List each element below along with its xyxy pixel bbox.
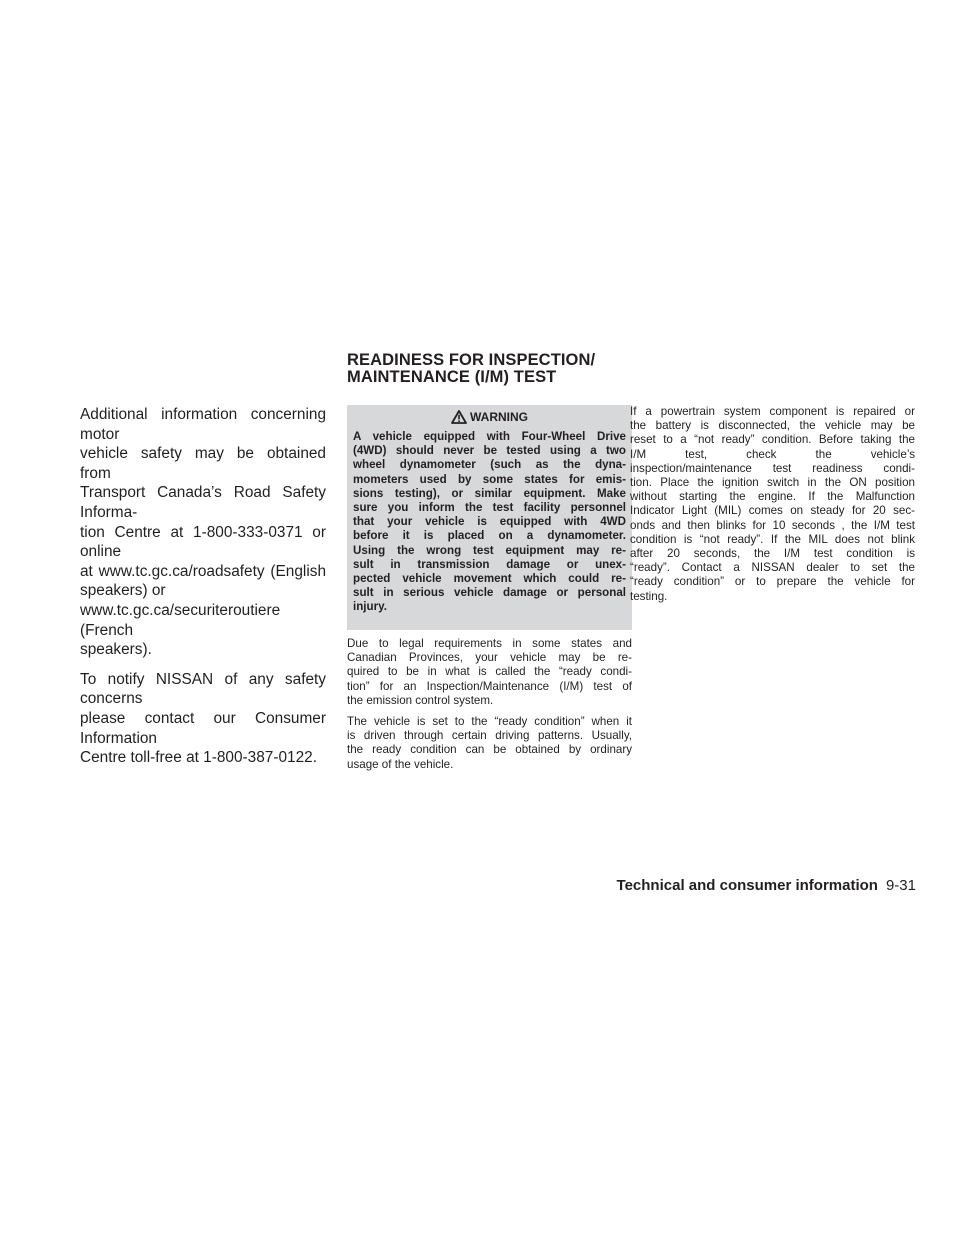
text-line: before it is placed on a dynamometer. <box>353 529 626 543</box>
warning-box <box>347 405 632 630</box>
section-heading-line-1: READINESS FOR INSPECTION/ <box>347 351 596 369</box>
text-line: inspection/maintenance test readiness condi- <box>630 461 915 475</box>
section-heading-line-2: MAINTENANCE (I/M) TEST <box>347 368 557 386</box>
page-number: 9-31 <box>885 877 916 894</box>
text-line: without starting the engine. If the Malfunction <box>630 490 915 504</box>
left-column <box>80 405 326 778</box>
text-line: please contact our Consumer Information <box>80 709 326 747</box>
text-line: I/M test, check the vehicle’s <box>630 447 915 461</box>
middle-column <box>347 637 632 779</box>
text-line: sult in serious vehicle damage or personal <box>353 586 626 600</box>
text-line: after 20 seconds, the I/M test condition is <box>630 547 915 561</box>
text-line: sure you inform the test facility personnel <box>353 501 626 515</box>
text-line: injury. <box>353 600 387 614</box>
text-line: pected vehicle movement which could re- <box>353 572 626 586</box>
text-line: www.tc.gc.ca/securiteroutiere (French <box>80 601 281 639</box>
text-line: speakers). <box>80 641 152 659</box>
text-line: Canadian Provinces, your vehicle may be re- <box>347 651 632 665</box>
text-line: wheel dynamometer (such as the dyna- <box>353 458 626 472</box>
text-line: vehicle safety may be obtained from <box>80 445 326 482</box>
right-paragraph <box>630 405 915 604</box>
text-line: usage of the vehicle. <box>347 757 454 771</box>
text-line: tion Centre at 1-800-333-0371 or online <box>80 523 326 561</box>
text-line: To notify NISSAN of any safety concerns <box>80 670 326 708</box>
text-line: quired to be in what is called the “ready condi- <box>347 665 632 679</box>
text-line: “ready condition” or to prepare the vehicle for <box>630 575 915 589</box>
text-line: A vehicle equipped with Four-Wheel Drive <box>353 430 626 443</box>
text-line: sions testing), or similar equipment. Make <box>353 486 626 500</box>
text-line: The vehicle is set to the “ready condition” when it <box>347 715 632 729</box>
text-line: “ready”. Contact a NISSAN dealer to set the <box>630 561 915 575</box>
text-line: testing. <box>630 589 668 603</box>
warning-title: WARNING <box>470 410 528 424</box>
text-line: at www.tc.gc.ca/roadsafety (English <box>80 562 326 580</box>
text-line: the emission control system. <box>347 693 494 707</box>
warning-header <box>347 405 632 427</box>
text-line: Indicator Light (MIL) comes on steady for 20 sec- <box>630 504 915 518</box>
right-column <box>630 405 915 604</box>
text-line: mometers used by some states for emis- <box>353 472 626 486</box>
text-line: Due to legal requirements in some states and <box>347 637 632 650</box>
text-line: If a powertrain system component is repaired or <box>630 405 915 418</box>
text-line: onds and then blinks for 10 seconds , the I/M test <box>630 518 915 532</box>
text-line: the ready condition can be obtained by ordinary <box>347 743 632 757</box>
text-line: tion” for an Inspection/Maintenance (I/M) test of <box>347 679 632 693</box>
text-line: Using the wrong test equipment may re- <box>353 543 626 557</box>
text-line: sult in transmission damage or unex- <box>353 557 626 571</box>
text-line: Centre toll-free at 1-800-387-0122. <box>80 749 317 767</box>
left-paragraph-2 <box>80 670 326 768</box>
text-line: Additional information concerning motor <box>80 406 326 443</box>
text-line: reset to a “not ready” condition. Before taking the <box>630 433 915 447</box>
warning-text <box>353 430 626 615</box>
middle-paragraph-1 <box>347 637 632 708</box>
text-line: Transport Canada’s Road Safety Informa- <box>80 484 326 521</box>
text-line: the battery is disconnected, the vehicle may be <box>630 419 915 433</box>
chapter-title: Technical and consumer information <box>616 877 878 894</box>
left-paragraph-1 <box>80 405 326 660</box>
text-line: is driven through certain driving patterns. Usually, <box>347 729 632 743</box>
middle-paragraph-2 <box>347 715 632 772</box>
page-footer <box>617 877 916 895</box>
text-line: condition is “not ready”. If the MIL does not blink <box>630 532 915 546</box>
text-line: that your vehicle is equipped with 4WD <box>353 515 626 529</box>
section-heading <box>347 352 647 386</box>
text-line: (4WD) should never be tested using a two <box>353 444 626 458</box>
text-line: tion. Place the ignition switch in the ON position <box>630 476 915 490</box>
warning-triangle-icon <box>451 410 467 424</box>
text-line: speakers) or <box>80 582 166 600</box>
